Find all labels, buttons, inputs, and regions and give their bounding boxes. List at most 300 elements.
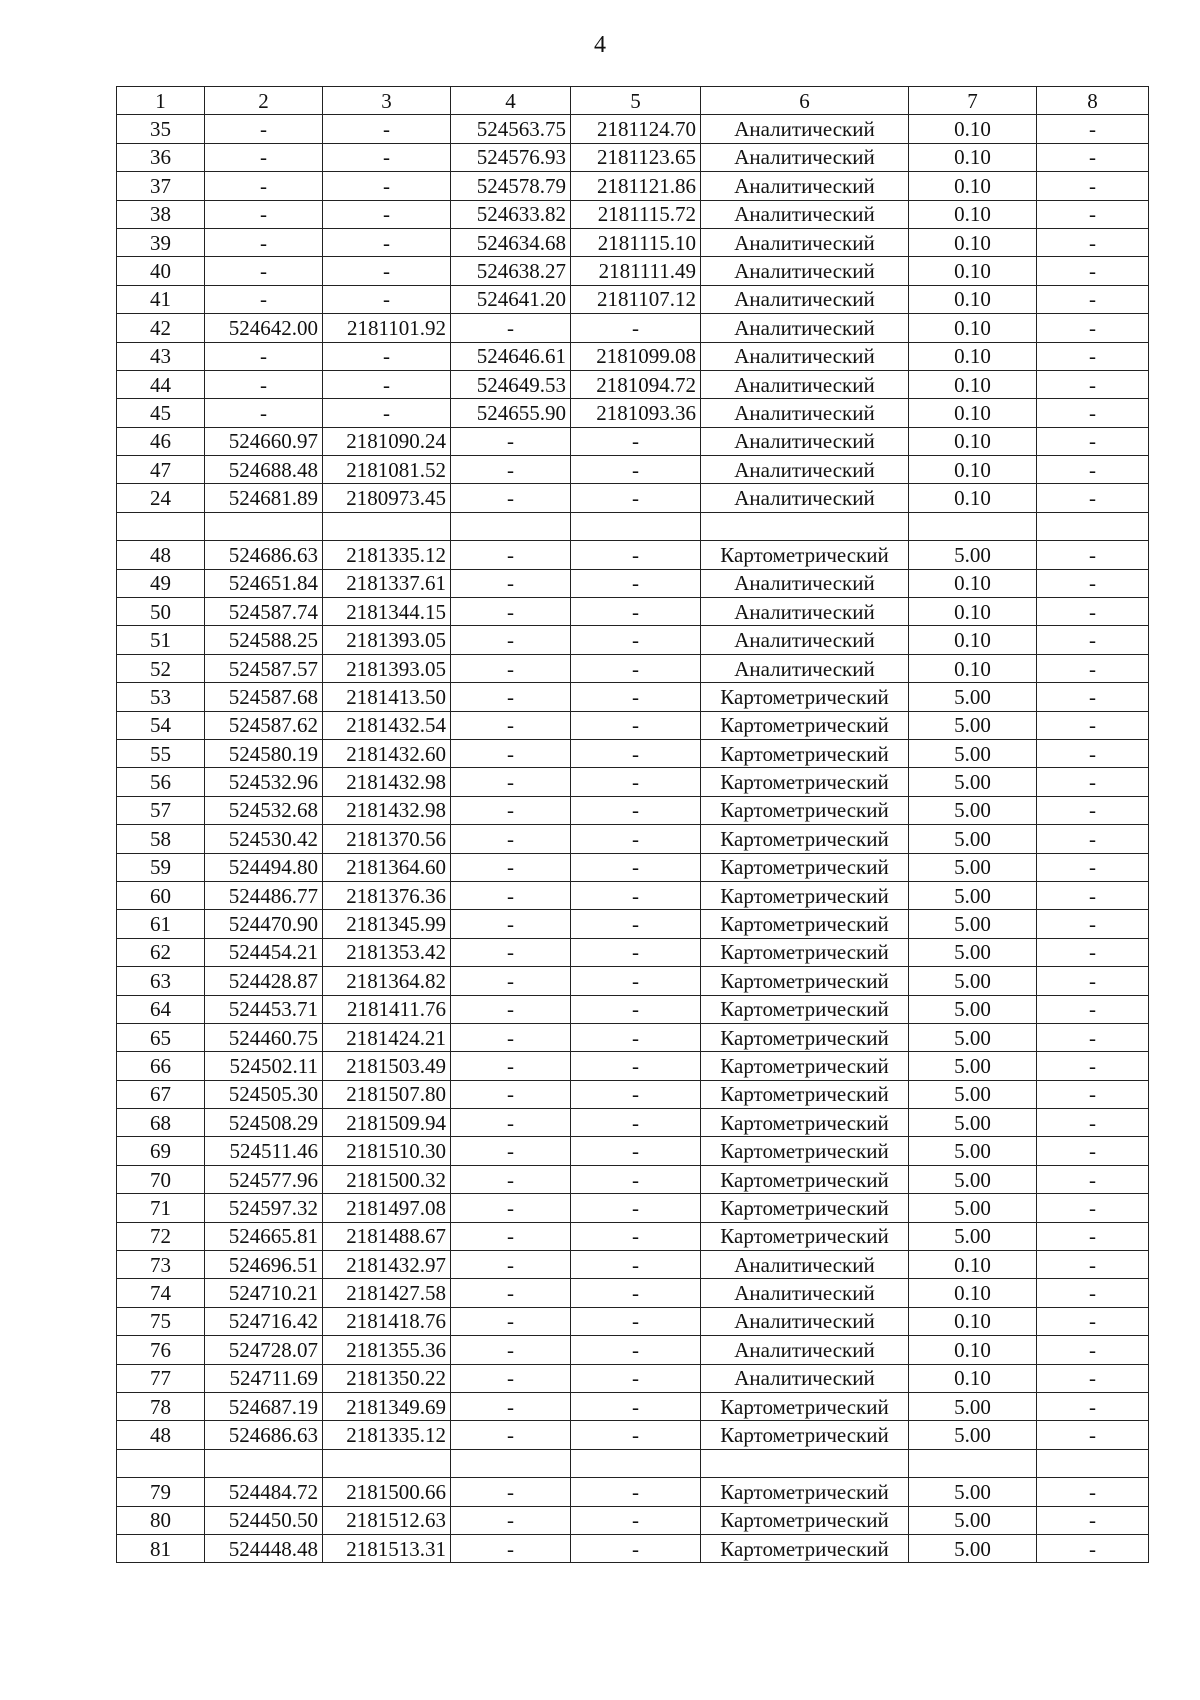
table-cell: -: [451, 314, 571, 342]
table-cell: 5.00: [909, 1165, 1037, 1193]
table-row: [117, 200, 1149, 228]
table-cell: 2181427.58: [323, 1279, 451, 1307]
table-row: [117, 910, 1149, 938]
table-cell: -: [451, 1506, 571, 1534]
table-cell: 42: [117, 314, 205, 342]
table-cell: 2181500.66: [323, 1478, 451, 1506]
table-cell: 52: [117, 654, 205, 682]
table-cell: 2181370.56: [323, 825, 451, 853]
table-cell: 5.00: [909, 825, 1037, 853]
table-cell: 5.00: [909, 1421, 1037, 1449]
table-cell: 0.10: [909, 200, 1037, 228]
table-cell: -: [205, 370, 323, 398]
table-cell: Картометрический: [701, 967, 909, 995]
table-cell: 0.10: [909, 1279, 1037, 1307]
table-cell: 49: [117, 569, 205, 597]
table-cell: 524649.53: [451, 370, 571, 398]
column-number-header: 6: [701, 87, 909, 115]
table-cell: Картометрический: [701, 938, 909, 966]
table-cell: -: [323, 228, 451, 256]
table-cell: [1037, 512, 1149, 540]
table-cell: 524711.69: [205, 1364, 323, 1392]
table-cell: 53: [117, 683, 205, 711]
table-cell: -: [571, 569, 701, 597]
table-cell: 0.10: [909, 172, 1037, 200]
header-row: [117, 87, 1149, 115]
table-cell: -: [205, 342, 323, 370]
table-cell: -: [571, 967, 701, 995]
table-cell: -: [1037, 399, 1149, 427]
table-row: [117, 1364, 1149, 1392]
table-cell: -: [1037, 1109, 1149, 1137]
table-cell: 5.00: [909, 1109, 1037, 1137]
table-cell: 5.00: [909, 1534, 1037, 1562]
table-cell: 524532.68: [205, 796, 323, 824]
table-row: [117, 881, 1149, 909]
table-row: [117, 1336, 1149, 1364]
table-cell: -: [1037, 285, 1149, 313]
table-cell: 50: [117, 598, 205, 626]
table-cell: Аналитический: [701, 1251, 909, 1279]
table-cell: -: [571, 1251, 701, 1279]
table-cell: 2181115.10: [571, 228, 701, 256]
table-cell: -: [1037, 172, 1149, 200]
table-row: [117, 569, 1149, 597]
table-cell: [323, 512, 451, 540]
table-cell: -: [451, 569, 571, 597]
table-row: [117, 172, 1149, 200]
table-cell: -: [1037, 427, 1149, 455]
table-row: [117, 399, 1149, 427]
table-row: [117, 825, 1149, 853]
table-cell: 2181512.63: [323, 1506, 451, 1534]
table-cell: 524484.72: [205, 1478, 323, 1506]
table-cell: -: [451, 456, 571, 484]
table-cell: -: [205, 143, 323, 171]
table-separator-row: [117, 1449, 1149, 1477]
table-cell: -: [1037, 1080, 1149, 1108]
table-cell: 0.10: [909, 1251, 1037, 1279]
table-row: [117, 342, 1149, 370]
table-cell: -: [1037, 1307, 1149, 1335]
table-cell: 0.10: [909, 598, 1037, 626]
table-cell: -: [1037, 1392, 1149, 1420]
table-cell: 2181432.98: [323, 768, 451, 796]
table-cell: 5.00: [909, 1137, 1037, 1165]
table-cell: 2181349.69: [323, 1392, 451, 1420]
table-cell: 2181424.21: [323, 1023, 451, 1051]
table-cell: -: [571, 626, 701, 654]
table-cell: -: [571, 1165, 701, 1193]
table-cell: -: [205, 285, 323, 313]
table-cell: -: [571, 1023, 701, 1051]
table-cell: -: [323, 200, 451, 228]
table-cell: Аналитический: [701, 484, 909, 512]
table-cell: -: [571, 1336, 701, 1364]
table-cell: Картометрический: [701, 1194, 909, 1222]
table-row: [117, 1534, 1149, 1562]
table-cell: 5.00: [909, 1392, 1037, 1420]
table-cell: 0.10: [909, 626, 1037, 654]
table-cell: -: [1037, 711, 1149, 739]
table-cell: -: [1037, 739, 1149, 767]
table-cell: 2181101.92: [323, 314, 451, 342]
table-cell: 5.00: [909, 967, 1037, 995]
table-cell: Аналитический: [701, 200, 909, 228]
table-cell: -: [571, 1052, 701, 1080]
table-cell: 524646.61: [451, 342, 571, 370]
table-cell: 524494.80: [205, 853, 323, 881]
table-cell: 524687.19: [205, 1392, 323, 1420]
table-row: [117, 456, 1149, 484]
table-cell: -: [1037, 1506, 1149, 1534]
table-cell: 73: [117, 1251, 205, 1279]
table-cell: 24: [117, 484, 205, 512]
table-cell: -: [571, 768, 701, 796]
table-cell: Картометрический: [701, 768, 909, 796]
table-cell: 0.10: [909, 427, 1037, 455]
table-cell: 524486.77: [205, 881, 323, 909]
table-cell: 61: [117, 910, 205, 938]
table-cell: -: [451, 796, 571, 824]
table-cell: Картометрический: [701, 711, 909, 739]
table-row: [117, 1222, 1149, 1250]
table-cell: Аналитический: [701, 370, 909, 398]
table-cell: -: [571, 1080, 701, 1108]
table-cell: Картометрический: [701, 541, 909, 569]
table-cell: [571, 1449, 701, 1477]
table-cell: -: [1037, 825, 1149, 853]
table-cell: -: [451, 1109, 571, 1137]
table-cell: Аналитический: [701, 399, 909, 427]
table-cell: -: [205, 399, 323, 427]
table-cell: [571, 512, 701, 540]
table-cell: -: [323, 257, 451, 285]
column-number-header: 2: [205, 87, 323, 115]
table-row: [117, 285, 1149, 313]
table-cell: -: [1037, 654, 1149, 682]
table-cell: 5.00: [909, 910, 1037, 938]
table-cell: Аналитический: [701, 598, 909, 626]
table-cell: -: [1037, 314, 1149, 342]
table-cell: Картометрический: [701, 1165, 909, 1193]
table-cell: 0.10: [909, 1307, 1037, 1335]
table-cell: Аналитический: [701, 626, 909, 654]
table-cell: -: [451, 1534, 571, 1562]
table-cell: -: [451, 739, 571, 767]
table-separator-row: [117, 512, 1149, 540]
table-cell: 81: [117, 1534, 205, 1562]
table-cell: 2181418.76: [323, 1307, 451, 1335]
table-row: [117, 598, 1149, 626]
table-cell: -: [571, 1392, 701, 1420]
table-cell: -: [571, 427, 701, 455]
table-cell: 524587.68: [205, 683, 323, 711]
table-cell: -: [451, 1251, 571, 1279]
table-cell: Аналитический: [701, 1279, 909, 1307]
table-cell: 524638.27: [451, 257, 571, 285]
table-cell: 39: [117, 228, 205, 256]
table-cell: 524633.82: [451, 200, 571, 228]
column-number-header: 5: [571, 87, 701, 115]
table-cell: Картометрический: [701, 796, 909, 824]
table-cell: 36: [117, 143, 205, 171]
table-cell: -: [571, 881, 701, 909]
table-cell: 0.10: [909, 1336, 1037, 1364]
table-cell: 0.10: [909, 456, 1037, 484]
table-cell: 48: [117, 541, 205, 569]
table-cell: 2181121.86: [571, 172, 701, 200]
table-cell: -: [571, 1137, 701, 1165]
table-row: [117, 228, 1149, 256]
table-cell: 2181432.97: [323, 1251, 451, 1279]
table-cell: Картометрический: [701, 995, 909, 1023]
table-cell: -: [571, 825, 701, 853]
table-cell: -: [1037, 768, 1149, 796]
table-cell: 524686.63: [205, 1421, 323, 1449]
table-row: [117, 1109, 1149, 1137]
table-cell: -: [451, 881, 571, 909]
table-cell: 2181393.05: [323, 654, 451, 682]
table-row: [117, 683, 1149, 711]
table-row: [117, 370, 1149, 398]
table-cell: -: [323, 370, 451, 398]
table-cell: 5.00: [909, 796, 1037, 824]
table-row: [117, 1251, 1149, 1279]
table-cell: 2181509.94: [323, 1109, 451, 1137]
table-cell: -: [451, 1194, 571, 1222]
table-cell: -: [1037, 1279, 1149, 1307]
table-cell: -: [451, 1165, 571, 1193]
table-cell: 524641.20: [451, 285, 571, 313]
table-cell: -: [571, 995, 701, 1023]
table-cell: 0.10: [909, 228, 1037, 256]
table-cell: 2180973.45: [323, 484, 451, 512]
table-cell: -: [571, 1222, 701, 1250]
table-row: [117, 626, 1149, 654]
table-row: [117, 427, 1149, 455]
table-cell: 2181364.82: [323, 967, 451, 995]
table-row: [117, 768, 1149, 796]
table-cell: 524450.50: [205, 1506, 323, 1534]
table-cell: -: [571, 1364, 701, 1392]
table-cell: 2181124.70: [571, 115, 701, 143]
table-cell: 5.00: [909, 1222, 1037, 1250]
table-cell: -: [1037, 1336, 1149, 1364]
table-cell: [205, 1449, 323, 1477]
table-cell: -: [1037, 569, 1149, 597]
table-cell: -: [1037, 598, 1149, 626]
table-cell: 62: [117, 938, 205, 966]
table-row: [117, 1279, 1149, 1307]
table-cell: 524578.79: [451, 172, 571, 200]
table-cell: -: [451, 484, 571, 512]
table-body: [117, 87, 1149, 1563]
table-cell: -: [451, 825, 571, 853]
table-cell: -: [571, 1478, 701, 1506]
table-cell: 524587.74: [205, 598, 323, 626]
table-cell: -: [451, 1421, 571, 1449]
table-cell: -: [571, 484, 701, 512]
table-cell: 45: [117, 399, 205, 427]
table-cell: 524688.48: [205, 456, 323, 484]
table-cell: -: [451, 427, 571, 455]
table-cell: -: [1037, 1478, 1149, 1506]
table-cell: 77: [117, 1364, 205, 1392]
table-cell: -: [323, 143, 451, 171]
table-cell: 5.00: [909, 739, 1037, 767]
table-row: [117, 739, 1149, 767]
table-cell: 2181335.12: [323, 541, 451, 569]
table-row: [117, 654, 1149, 682]
table-cell: 47: [117, 456, 205, 484]
table-cell: -: [451, 1478, 571, 1506]
table-cell: 41: [117, 285, 205, 313]
table-cell: [117, 512, 205, 540]
table-cell: 524597.32: [205, 1194, 323, 1222]
table-cell: -: [571, 683, 701, 711]
table-cell: -: [1037, 257, 1149, 285]
table-cell: 2181432.54: [323, 711, 451, 739]
table-cell: 524686.63: [205, 541, 323, 569]
table-cell: 524508.29: [205, 1109, 323, 1137]
table-cell: 2181355.36: [323, 1336, 451, 1364]
table-cell: Аналитический: [701, 456, 909, 484]
table-cell: Картометрический: [701, 1506, 909, 1534]
table-cell: -: [571, 1421, 701, 1449]
table-cell: 44: [117, 370, 205, 398]
table-cell: 524651.84: [205, 569, 323, 597]
table-cell: 524448.48: [205, 1534, 323, 1562]
table-cell: 78: [117, 1392, 205, 1420]
table-cell: [451, 512, 571, 540]
table-cell: 2181350.22: [323, 1364, 451, 1392]
table-cell: -: [571, 1194, 701, 1222]
table-cell: 2181107.12: [571, 285, 701, 313]
table-cell: 66: [117, 1052, 205, 1080]
table-cell: -: [451, 1222, 571, 1250]
table-row: [117, 967, 1149, 995]
table-cell: Аналитический: [701, 285, 909, 313]
table-cell: 524563.75: [451, 115, 571, 143]
table-cell: 71: [117, 1194, 205, 1222]
table-cell: 57: [117, 796, 205, 824]
table-cell: 5.00: [909, 938, 1037, 966]
table-row: [117, 143, 1149, 171]
table-cell: -: [1037, 910, 1149, 938]
table-cell: 524696.51: [205, 1251, 323, 1279]
table-cell: Аналитический: [701, 228, 909, 256]
table-cell: 5.00: [909, 1478, 1037, 1506]
table-cell: -: [205, 172, 323, 200]
table-cell: 5.00: [909, 1080, 1037, 1108]
table-cell: -: [571, 598, 701, 626]
table-cell: 2181094.72: [571, 370, 701, 398]
table-cell: [1037, 1449, 1149, 1477]
table-cell: 68: [117, 1109, 205, 1137]
table-cell: 64: [117, 995, 205, 1023]
table-cell: 524642.00: [205, 314, 323, 342]
table-cell: -: [451, 654, 571, 682]
table-cell: 76: [117, 1336, 205, 1364]
table-cell: 2181090.24: [323, 427, 451, 455]
table-cell: -: [571, 1279, 701, 1307]
table-cell: Картометрический: [701, 1222, 909, 1250]
table-cell: 2181500.32: [323, 1165, 451, 1193]
table-cell: -: [451, 541, 571, 569]
table-cell: 524580.19: [205, 739, 323, 767]
table-row: [117, 115, 1149, 143]
table-cell: -: [451, 1279, 571, 1307]
table-cell: -: [451, 768, 571, 796]
table-cell: -: [571, 711, 701, 739]
table-cell: -: [1037, 1421, 1149, 1449]
table-cell: [117, 1449, 205, 1477]
table-cell: -: [451, 1052, 571, 1080]
table-cell: Картометрический: [701, 1137, 909, 1165]
table-cell: 524716.42: [205, 1307, 323, 1335]
table-cell: Картометрический: [701, 1080, 909, 1108]
table-cell: 5.00: [909, 1194, 1037, 1222]
column-number-header: 3: [323, 87, 451, 115]
table-cell: -: [323, 172, 451, 200]
table-cell: Аналитический: [701, 1336, 909, 1364]
table-cell: 40: [117, 257, 205, 285]
table-cell: -: [451, 995, 571, 1023]
table-cell: -: [571, 1307, 701, 1335]
table-cell: -: [451, 1307, 571, 1335]
table-row: [117, 1137, 1149, 1165]
table-cell: 0.10: [909, 115, 1037, 143]
table-cell: 0.10: [909, 654, 1037, 682]
table-cell: 35: [117, 115, 205, 143]
table-cell: 43: [117, 342, 205, 370]
table-cell: 524710.21: [205, 1279, 323, 1307]
table-cell: -: [451, 853, 571, 881]
table-row: [117, 1080, 1149, 1108]
table-row: [117, 1052, 1149, 1080]
table-cell: 2181497.08: [323, 1194, 451, 1222]
table-cell: 2181099.08: [571, 342, 701, 370]
table-cell: 5.00: [909, 683, 1037, 711]
table-cell: 2181353.42: [323, 938, 451, 966]
table-cell: 2181345.99: [323, 910, 451, 938]
table-cell: Картометрический: [701, 853, 909, 881]
table-cell: 0.10: [909, 314, 1037, 342]
table-cell: 55: [117, 739, 205, 767]
table-cell: -: [571, 654, 701, 682]
table-cell: 5.00: [909, 768, 1037, 796]
table-cell: -: [205, 115, 323, 143]
table-cell: Аналитический: [701, 1307, 909, 1335]
table-cell: [701, 512, 909, 540]
table-cell: 46: [117, 427, 205, 455]
table-cell: 2181510.30: [323, 1137, 451, 1165]
table-row: [117, 995, 1149, 1023]
table-cell: 5.00: [909, 711, 1037, 739]
table-cell: 72: [117, 1222, 205, 1250]
table-cell: 0.10: [909, 399, 1037, 427]
table-cell: 0.10: [909, 342, 1037, 370]
table-cell: -: [1037, 484, 1149, 512]
table-cell: 5.00: [909, 995, 1037, 1023]
table-cell: 2181513.31: [323, 1534, 451, 1562]
table-cell: 2181364.60: [323, 853, 451, 881]
coordinates-table: [116, 86, 1149, 1563]
table-cell: 63: [117, 967, 205, 995]
table-cell: 0.10: [909, 285, 1037, 313]
table-cell: 524587.57: [205, 654, 323, 682]
